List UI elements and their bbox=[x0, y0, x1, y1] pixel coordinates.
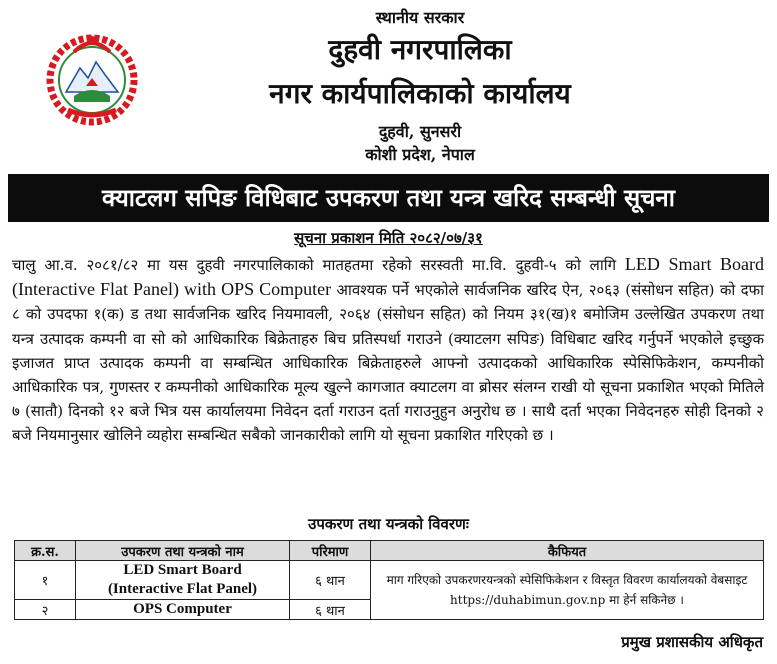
row-serial: २ bbox=[15, 600, 76, 620]
notice-body bbox=[12, 252, 764, 448]
body-intro: चालु आ.व. २०८१/८२ मा यस दुहवी नगरपालिकाको मातहतमा रहेको सरस्वती मा.वि. दुहवी-५ को लागि bbox=[12, 256, 617, 274]
header-quantity: परिमाण bbox=[290, 541, 371, 561]
municipality-name: दुहवी नगरपालिका bbox=[328, 33, 512, 66]
row-item-name bbox=[76, 600, 290, 620]
header-remarks: कैफियत bbox=[371, 541, 764, 561]
address-district: दुहवी, सुनसरी bbox=[378, 122, 462, 141]
header-serial: क्र.स. bbox=[15, 541, 76, 561]
table-row bbox=[15, 561, 764, 600]
header-item-name: उपकरण तथा यन्त्रको नाम bbox=[76, 541, 290, 561]
local-government-label: स्थानीय सरकार bbox=[375, 8, 465, 27]
signatory-title: प्रमुख प्रशासकीय अधिकृत bbox=[621, 633, 763, 651]
notice-title-banner: क्याटलग सपिङ विधिबाट उपकरण तथा यन्त्र खरिद सम्बन्धी सूचना bbox=[8, 174, 769, 222]
address-province: कोशी प्रदेश, नेपाल bbox=[365, 145, 475, 164]
table-caption: उपकरण तथा यन्त्रको विवरणः bbox=[308, 515, 469, 533]
row-remarks: माग गरिएको उपकरणरयन्त्रको स्पेसिफिकेशन र विस्तृत विवरण कार्यालयको वेबसाइट https://duhabimun.gov.np मा हेर्न सकिनेछ । bbox=[371, 561, 764, 620]
row-serial: १ bbox=[15, 561, 76, 600]
body-details: आवश्यक पर्ने भएकोले सार्वजनिक खरिद ऐन, २०६३ (संसोधन सहित) को दफा ८ को उपदफा १(क) ड तथा सार्वजनिक खरिद नियमावली, २०६४ (संसोधन सहित) को नियम ३१(ख)१ बमोजिम उल्लेखित उपकरण तथा यन्त्र उत्पादक कम्पनी वा सो को आधिकारिक बिक्रेताहरु बिच प्रतिस्पर्धा गराउने (क्याटलग सपिङ) विधिबाट खरिद गर्नुपर्ने भएकोले इच्छुक इजाजत प्राप्त उत्पादक कम्पनी वा सम्बन्धित आधिकारिक बिक्रेताहरुले आफ्नो उत्पादकको आधिकारिक स्पेसिफिकेशन, कम्पनीको आधिकारिक पत्र, गुणस्तर र कम्पनीको आधिकारिक मूल्य खुल्ने कागजात क्याटलग वा ब्रोसर संलग्न राखी यो सूचना प्रकाशित भएको मितिले ७ (सातौ) दिनको १२ बजे भित्र यस कार्यालयमा निवेदन दर्ता गराउन दर्ता गराउनुहुन अनुरोध छ । साथै दर्ता भएका निवेदनहरु सोही दिनको २ बजे नियमानुसार खोलिने व्यहोरा सम्बन्धित सबैको जानकारीको लागि यो सूचना प्रकाशित गरिएको छ । bbox=[12, 281, 764, 445]
item-name-line1: OPS Computer bbox=[133, 601, 232, 617]
row-item-name bbox=[76, 561, 290, 600]
body-product: LED Smart Board (Interactive Flat Panel) with OPS Computer bbox=[12, 254, 765, 300]
equipment-table bbox=[14, 540, 764, 620]
publication-date: सूचना प्रकाशन मिति २०८२/०७/३१ bbox=[294, 229, 483, 247]
table-header-row bbox=[15, 541, 764, 561]
item-name-line2: (Interactive Flat Panel) bbox=[107, 581, 258, 597]
row-quantity: ६ थान bbox=[290, 561, 371, 600]
item-name-line1: LED Smart Board bbox=[123, 562, 242, 578]
office-name: नगर कार्यपालिकाको कार्यालय bbox=[269, 77, 571, 110]
row-quantity: ६ थान bbox=[290, 600, 371, 620]
